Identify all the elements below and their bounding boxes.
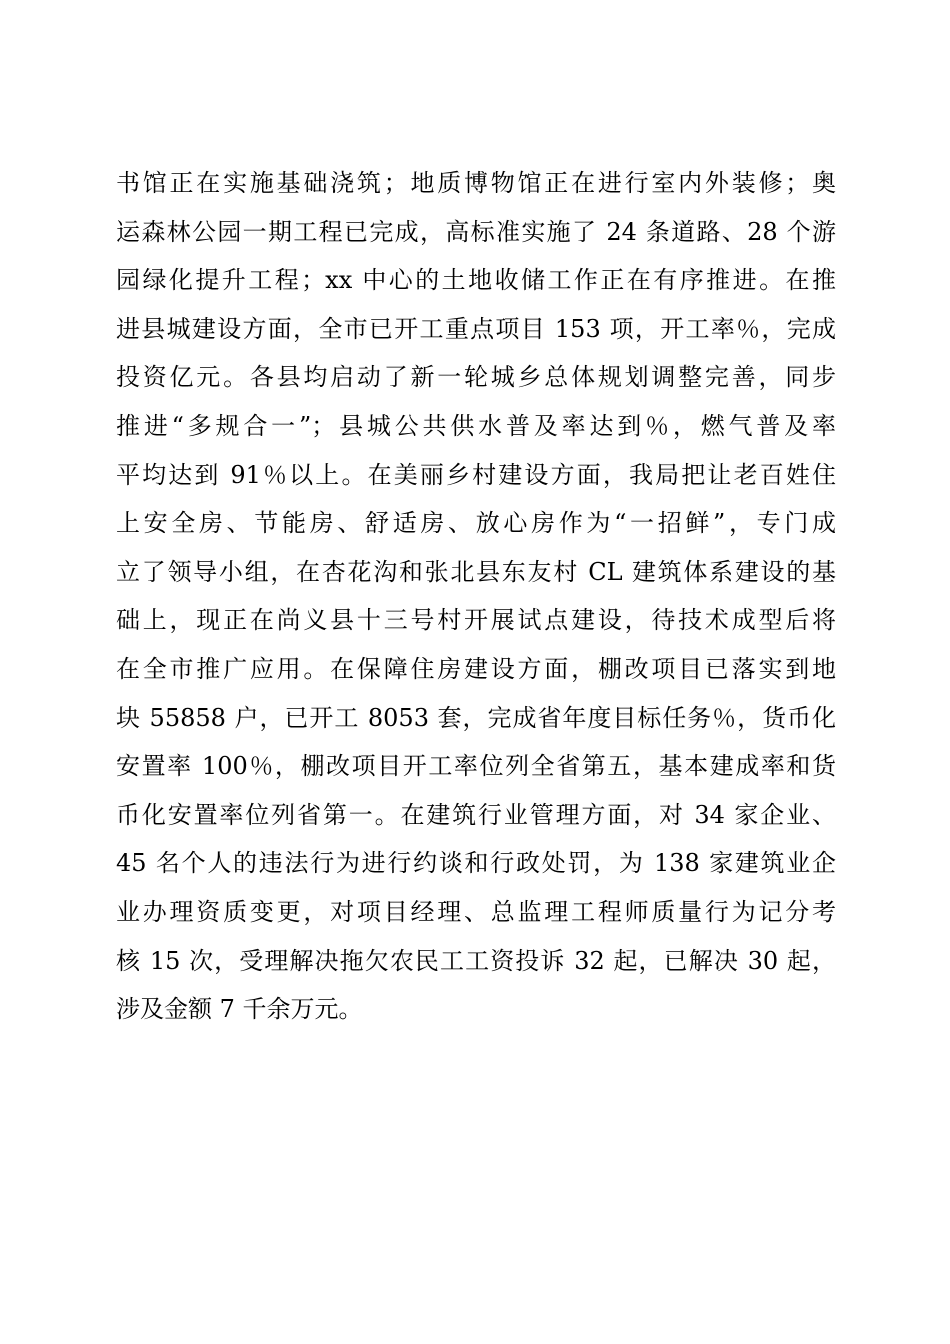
paragraph-line: 园绿化提升工程；xx 中心的土地收储工作正在有序推进。在推 bbox=[116, 266, 836, 295]
paragraph-line: 涉及金额 7 千余万元。 bbox=[116, 995, 363, 1024]
paragraph-line: 投资亿元。各县均启动了新一轮城乡总体规划调整完善，同步 bbox=[116, 363, 836, 392]
body-paragraph bbox=[116, 159, 836, 1034]
paragraph-line: 在全市推广应用。在保障住房建设方面，棚改项目已落实到地 bbox=[116, 654, 836, 683]
paragraph-line: 安置率 100％，棚改项目开工率位列全省第五，基本建成率和货 bbox=[116, 752, 836, 781]
paragraph-line: 上安全房、节能房、舒适房、放心房作为“一招鲜”，专门成 bbox=[116, 509, 836, 538]
paragraph-line: 核 15 次，受理解决拖欠农民工工资投诉 32 起，已解决 30 起， bbox=[116, 946, 836, 975]
paragraph-line: 平均达到 91％以上。在美丽乡村建设方面，我局把让老百姓住 bbox=[116, 460, 836, 489]
paragraph-line: 45 名个人的违法行为进行约谈和行政处罚，为 138 家建筑业企 bbox=[116, 849, 836, 878]
paragraph-line: 础上，现正在尚义县十三号村开展试点建设，待技术成型后将 bbox=[116, 606, 836, 635]
paragraph-line: 推进“多规合一”；县城公共供水普及率达到％，燃气普及率 bbox=[116, 411, 836, 440]
paragraph-line: 运森林公园一期工程已完成，高标准实施了 24 条道路、28 个游 bbox=[116, 217, 836, 246]
paragraph-line: 立了领导小组，在杏花沟和张北县东友村 CL 建筑体系建设的基 bbox=[116, 557, 836, 586]
paragraph-line: 块 55858 户，已开工 8053 套，完成省年度目标任务％，货币化 bbox=[116, 703, 836, 732]
paragraph-line: 进县城建设方面，全市已开工重点项目 153 项，开工率％，完成 bbox=[116, 314, 836, 343]
paragraph-line: 业办理资质变更，对项目经理、总监理工程师质量行为记分考 bbox=[116, 897, 836, 926]
paragraph-line: 币化安置率位列省第一。在建筑行业管理方面，对 34 家企业、 bbox=[116, 800, 836, 829]
paragraph-line: 书馆正在实施基础浇筑；地质博物馆正在进行室内外装修；奥 bbox=[116, 169, 836, 197]
